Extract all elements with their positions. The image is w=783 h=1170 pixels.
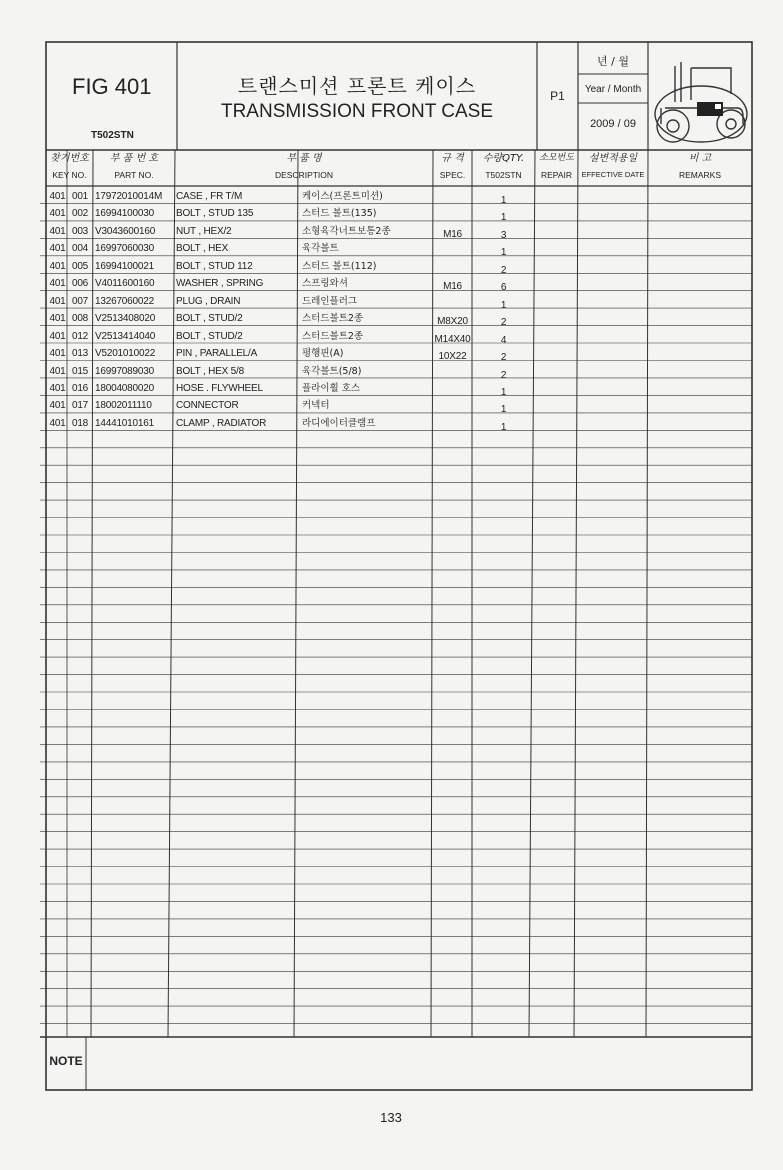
col-qty-en: T502STN bbox=[485, 170, 522, 180]
key-cell: 004 bbox=[71, 243, 89, 255]
part-number-cell: 16994100030 bbox=[95, 208, 154, 220]
col-part-en: PART NO. bbox=[114, 170, 154, 180]
fig-cell: 401 bbox=[49, 243, 66, 255]
key-cell: 017 bbox=[71, 400, 89, 412]
part-number-cell: V2513414040 bbox=[95, 330, 156, 342]
qty-cell: 2 bbox=[500, 264, 507, 276]
date-label-english: Year / Month bbox=[584, 84, 642, 95]
key-cell: 016 bbox=[71, 382, 89, 394]
key-cell: 007 bbox=[71, 295, 89, 307]
key-cell: 013 bbox=[71, 348, 89, 360]
description-kr-cell: 소형육각너트보통2종 bbox=[302, 225, 391, 237]
description-kr-cell: 육각볼트 bbox=[302, 243, 339, 255]
page-number: 133 bbox=[380, 1110, 402, 1125]
fig-cell: 401 bbox=[49, 330, 66, 342]
table-row bbox=[0, 365, 783, 382]
key-cell: 001 bbox=[71, 191, 89, 202]
part-number-cell: 18004080020 bbox=[95, 382, 154, 394]
table-row bbox=[0, 417, 783, 434]
description-en-cell: BOLT , STUD 112 bbox=[176, 260, 253, 272]
key-cell: 012 bbox=[71, 330, 89, 342]
table-row bbox=[0, 382, 783, 399]
description-kr-cell: 스터드 볼트(112) bbox=[302, 260, 377, 272]
col-repair-en: REPAIR bbox=[540, 170, 573, 180]
qty-cell: 6 bbox=[500, 282, 507, 294]
part-number-cell: 14441010161 bbox=[95, 417, 154, 429]
table-row bbox=[0, 225, 783, 242]
description-kr-cell: 스프링와셔 bbox=[302, 278, 348, 290]
col-spec-en: SPEC. bbox=[439, 170, 466, 180]
model-code: T502STN bbox=[91, 130, 134, 141]
description-kr-cell: 드레인플러그 bbox=[302, 295, 358, 307]
col-desc-en: DESCRIPTION bbox=[274, 170, 334, 180]
description-kr-cell: 육각볼트(5/8) bbox=[302, 365, 362, 377]
qty-cell: 1 bbox=[500, 299, 507, 311]
part-number-cell: 16997089030 bbox=[95, 365, 154, 377]
qty-cell: 1 bbox=[500, 212, 507, 224]
spec-cell: M8X20 bbox=[437, 316, 468, 328]
description-kr-cell: 커넥터 bbox=[302, 400, 330, 412]
table-row bbox=[0, 330, 783, 347]
table-row bbox=[0, 295, 783, 312]
fig-cell: 401 bbox=[49, 382, 66, 394]
fig-cell: 401 bbox=[49, 260, 66, 272]
key-cell: 003 bbox=[71, 225, 89, 237]
spec-cell: M14X40 bbox=[434, 333, 471, 345]
col-remarks-kr: 비 고 bbox=[688, 153, 712, 164]
description-en-cell: PLUG , DRAIN bbox=[176, 295, 241, 307]
part-number-cell: 17972010014M bbox=[95, 191, 163, 202]
note-label: NOTE bbox=[49, 1054, 83, 1068]
date-value: 2009 / 09 bbox=[590, 118, 636, 130]
fig-cell: 401 bbox=[49, 225, 66, 237]
fig-cell: 401 bbox=[49, 313, 66, 325]
qty-cell: 1 bbox=[500, 404, 507, 416]
col-part-kr: 부 품 번 호 bbox=[109, 153, 159, 164]
description-en-cell: NUT , HEX/2 bbox=[176, 225, 232, 237]
qty-cell: 1 bbox=[500, 386, 507, 398]
description-en-cell: BOLT , HEX 5/8 bbox=[176, 365, 244, 377]
table-row bbox=[0, 347, 783, 364]
part-number-cell: V5201010022 bbox=[95, 348, 156, 360]
qty-cell: 2 bbox=[500, 317, 507, 329]
description-en-cell: WASHER , SPRING bbox=[176, 278, 264, 290]
part-number-cell: V3043600160 bbox=[95, 225, 156, 237]
fig-cell: 401 bbox=[49, 208, 66, 220]
description-en-cell: HOSE . FLYWHEEL bbox=[176, 382, 263, 394]
tractor-icon bbox=[651, 54, 749, 144]
description-en-cell: BOLT , STUD/2 bbox=[176, 313, 243, 325]
part-number-cell: 18002011110 bbox=[95, 400, 152, 412]
col-effective-en: EFFECTIVE DATE bbox=[581, 170, 645, 179]
part-number-cell: 13267060022 bbox=[95, 295, 154, 307]
qty-cell: 1 bbox=[500, 195, 507, 206]
col-repair-kr: 소모번도 bbox=[539, 153, 574, 163]
description-en-cell: BOLT , HEX bbox=[176, 243, 229, 255]
part-number-cell: V4011600160 bbox=[95, 278, 155, 290]
qty-cell: 2 bbox=[500, 369, 507, 381]
part-number-cell: 16994100021 bbox=[95, 260, 154, 272]
col-effective-kr: 설변적용일 bbox=[588, 153, 638, 164]
figure-number: FIG 401 bbox=[72, 74, 152, 99]
key-cell: 002 bbox=[71, 208, 89, 220]
fig-cell: 401 bbox=[49, 295, 66, 307]
col-key-kr: 찾기번호 bbox=[50, 153, 89, 164]
table-row bbox=[0, 277, 783, 294]
description-kr-cell: 플라이휠 호스 bbox=[302, 382, 361, 394]
page-code: P1 bbox=[550, 89, 565, 103]
key-cell: 008 bbox=[71, 313, 89, 325]
table-row bbox=[0, 207, 783, 224]
col-remarks-en: REMARKS bbox=[678, 170, 722, 180]
col-desc-kr: 부 품 명 bbox=[286, 153, 322, 164]
qty-cell: 3 bbox=[500, 229, 507, 241]
description-kr-cell: 스터드볼트2종 bbox=[302, 313, 364, 325]
table-row bbox=[0, 242, 783, 259]
spec-cell: M16 bbox=[443, 281, 462, 293]
part-number-cell: V2513408020 bbox=[95, 313, 156, 325]
table-row bbox=[0, 399, 783, 416]
spec-cell: 10X22 bbox=[438, 351, 467, 363]
description-kr-cell: 케이스(프론트미션) bbox=[302, 191, 383, 202]
title-korean: 트랜스미션 프론트 케이스 bbox=[237, 74, 477, 98]
description-kr-cell: 평행핀(A) bbox=[302, 348, 344, 360]
date-label-korean: 년 / 월 bbox=[597, 55, 629, 68]
description-kr-cell: 라디에이터클램프 bbox=[302, 417, 376, 429]
key-cell: 006 bbox=[71, 278, 89, 290]
fig-cell: 401 bbox=[49, 278, 66, 290]
qty-cell: 4 bbox=[500, 334, 507, 346]
fig-cell: 401 bbox=[49, 417, 66, 429]
fig-cell: 401 bbox=[49, 191, 66, 202]
fig-cell: 401 bbox=[49, 365, 66, 377]
title-english: TRANSMISSION FRONT CASE bbox=[220, 101, 493, 122]
col-spec-kr: 규 격 bbox=[441, 153, 464, 164]
key-cell: 018 bbox=[71, 417, 89, 429]
col-qty-kr: 수량QTY. bbox=[482, 153, 525, 164]
description-en-cell: CASE , FR T/M bbox=[176, 191, 243, 202]
table-row bbox=[0, 312, 783, 329]
description-en-cell: BOLT , STUD 135 bbox=[176, 208, 254, 220]
fig-cell: 401 bbox=[49, 400, 66, 412]
qty-cell: 1 bbox=[500, 247, 507, 259]
description-en-cell: CONNECTOR bbox=[176, 400, 239, 412]
description-kr-cell: 스터드 볼트(135) bbox=[302, 208, 377, 220]
fig-cell: 401 bbox=[49, 348, 66, 360]
description-en-cell: CLAMP , RADIATOR bbox=[176, 417, 267, 429]
part-number-cell: 16997060030 bbox=[95, 243, 154, 255]
table-row bbox=[0, 260, 783, 277]
spec-cell: M16 bbox=[443, 228, 462, 240]
key-cell: 005 bbox=[71, 260, 89, 272]
qty-cell: 2 bbox=[500, 352, 507, 364]
description-en-cell: PIN , PARALLEL/A bbox=[176, 348, 258, 360]
qty-cell: 1 bbox=[500, 421, 507, 433]
col-key-en: KEY NO. bbox=[52, 170, 87, 180]
table-row bbox=[0, 190, 783, 207]
key-cell: 015 bbox=[71, 365, 89, 377]
description-en-cell: BOLT , STUD/2 bbox=[176, 330, 243, 342]
description-kr-cell: 스터드볼트2종 bbox=[302, 330, 364, 342]
